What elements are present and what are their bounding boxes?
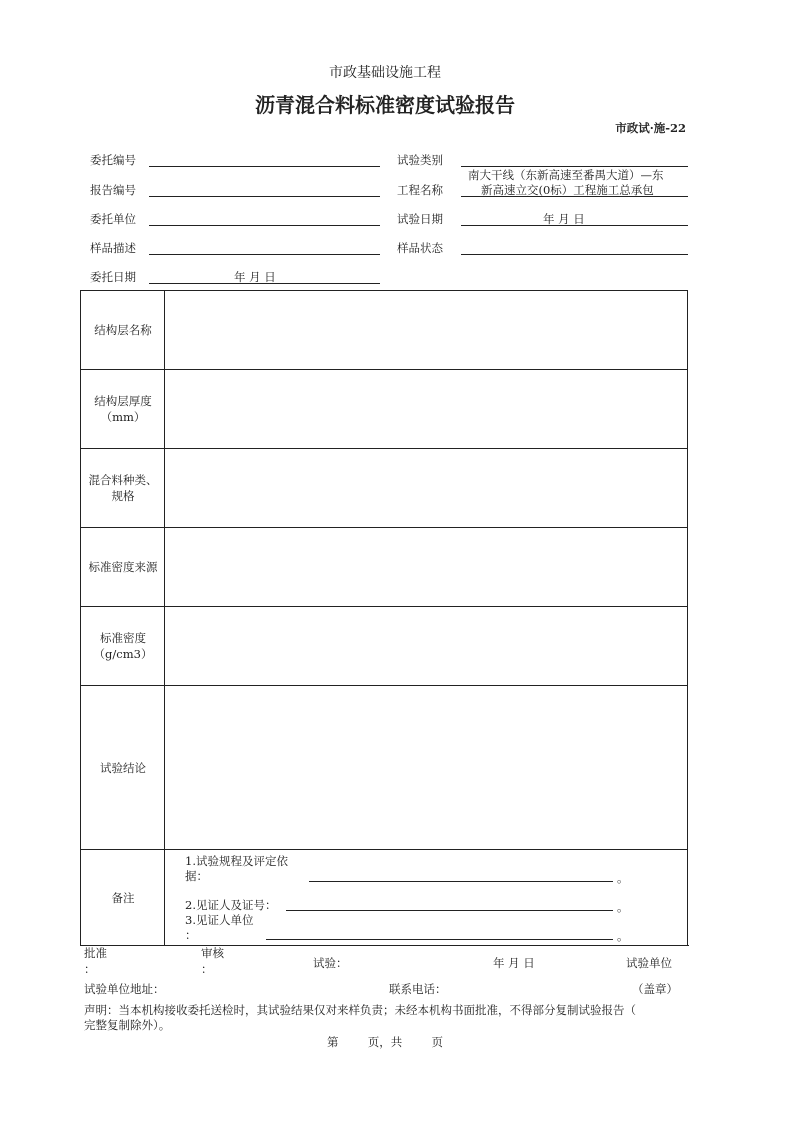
test-conclusion-label [81,686,165,849]
approve-label: 批准 [84,946,107,960]
report-no-label: 报告编号 [90,183,136,197]
test-date-field[interactable] [461,225,688,226]
tester-label: 试验： [313,956,348,970]
standard-density-value[interactable] [166,608,686,684]
table-row-divider [81,527,688,528]
test-unit-label: 试验单位 [626,956,672,970]
page-title: 沥青混合料标准密度试验报告 [255,93,515,117]
mixture-type-label [81,449,165,527]
statement-line1: 声明：当本机构接收委托送检时，其试验结果仅对来样负责；未经本机构书面批准，不得部分复制试验报告（ [84,1003,636,1017]
row-label-text: 结构层厚度 [94,394,152,408]
entrust-date-field[interactable] [149,283,380,284]
remarks-item2-period: 。 [617,900,629,914]
structure-layer-name-value[interactable] [166,292,686,368]
sample-status-label: 样品状态 [397,241,443,255]
remarks-item3-line2: ： [185,928,197,942]
row-label-text: 混合料种类、 [88,473,158,487]
table-border-right [687,290,688,946]
entrust-no-field[interactable] [149,166,380,167]
table-row-divider [81,685,688,686]
category-heading: 市政基础设施工程 [329,65,441,81]
project-name-label: 工程名称 [397,183,443,197]
test-date-label: 试验日期 [397,212,443,226]
remarks-label-text: 备注 [111,890,135,905]
row-label-text: 试验结论 [100,760,146,775]
remarks-item3-field[interactable] [266,939,613,940]
review-label: 审核 [201,946,224,960]
review-colon: ： [201,962,213,976]
row-label-text: 结构层名称 [94,323,152,337]
form-code: 市政试·施-22 [615,121,686,135]
row-label-text: 标准密度来源 [88,560,158,574]
entrust-unit-field[interactable] [149,225,380,226]
row-label-unit: （mm） [100,410,146,424]
sample-desc-field[interactable] [149,254,380,255]
test-type-label: 试验类别 [397,153,443,167]
table-row-divider [81,448,688,449]
sample-status-field[interactable] [461,254,688,255]
sample-desc-label: 样品描述 [90,241,136,255]
entrust-no-label: 委托编号 [90,153,136,167]
structure-layer-thickness-value[interactable] [166,371,686,447]
table-row-divider [81,606,688,607]
row-label-unit: （g/cm3） [93,647,153,661]
remarks-item1-period: 。 [617,871,629,885]
row-label-text: 标准密度 [100,631,146,645]
remarks-item1-field[interactable] [309,881,613,882]
unit-address-label: 试验单位地址： [84,982,165,996]
remarks-item1-line1: 1.试验规程及评定依 [185,854,288,868]
entrust-date-value: 年 月 日 [234,270,276,284]
project-name-field[interactable] [461,196,688,197]
test-date-value: 年 月 日 [543,212,585,226]
report-date: 年 月 日 [493,956,535,970]
remarks-item2: 2.见证人及证号： [185,898,277,912]
table-border-top [81,290,688,291]
structure-layer-thickness-label [81,370,165,448]
entrust-date-label: 委托日期 [90,270,136,284]
structure-layer-name-label [81,291,165,369]
remarks-item3-period: 。 [617,929,629,943]
page-number: 第 页，共 页 [327,1035,443,1049]
remarks-item3-line1: 3.见证人单位 [185,913,254,927]
project-name-value-line2: 新高速立交(0标）工程施工总承包 [481,183,654,197]
remarks-item2-field[interactable] [286,910,613,911]
table-border-bottom [81,945,689,946]
mixture-type-value[interactable] [166,450,686,526]
project-name-value-line1: 南大干线（东新高速至番禺大道）—东 [468,168,664,182]
row-label-text: 规格 [111,489,135,503]
standard-density-source-value[interactable] [166,529,686,605]
table-row-divider [81,369,688,370]
standard-density-source-label [81,528,165,606]
approve-colon: ： [84,962,96,976]
remarks-label [81,850,165,945]
test-conclusion-value[interactable] [166,687,686,848]
report-no-field[interactable] [149,196,380,197]
seal-label: （盖章） [632,982,678,996]
standard-density-label [81,607,165,685]
phone-label: 联系电话： [389,982,447,996]
remarks-item1-line2: 据： [185,869,208,883]
entrust-unit-label: 委托单位 [90,212,136,226]
table-row-divider [81,849,688,850]
statement-line2: 完整复制除外）。 [84,1018,171,1032]
